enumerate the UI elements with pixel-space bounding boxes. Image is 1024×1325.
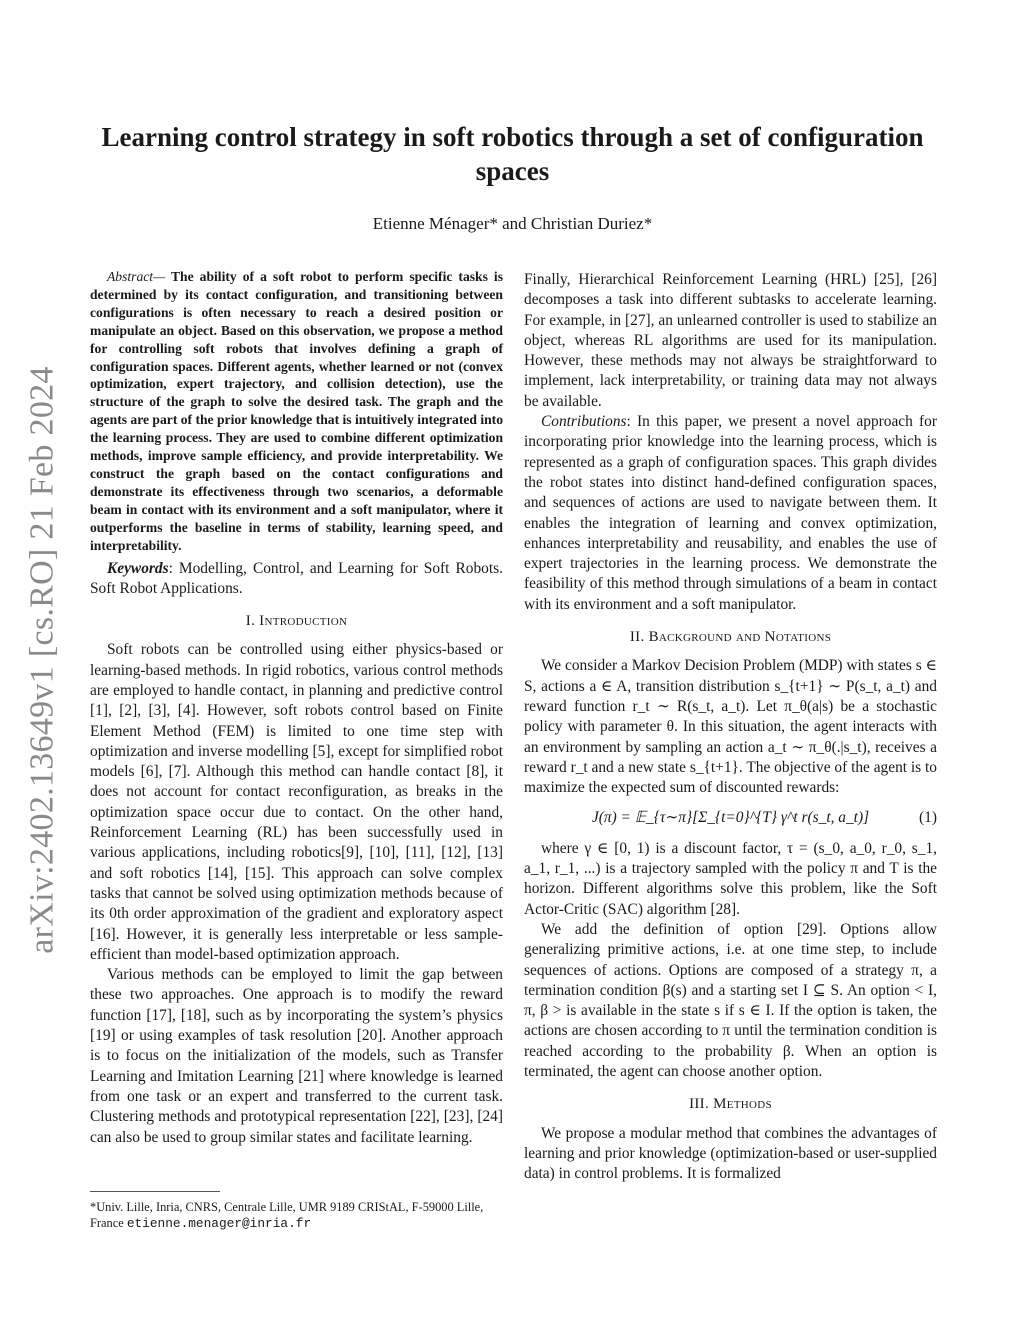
methods-paragraph: We propose a modular method that combines the advantages of learning and prior knowledge (optimization-based or user-supplied data) in control problems. It is formalized	[524, 1124, 937, 1183]
equation-1	[524, 808, 937, 828]
keywords-label: Keywords	[107, 559, 169, 577]
section-heading-methods: III. Methods	[689, 1096, 772, 1113]
footnote-rule	[90, 1191, 220, 1192]
author-line: Etienne Ménager* and Christian Duriez*	[372, 214, 653, 233]
arxiv-side-stamp	[8, 345, 78, 975]
equation-number: (1)	[919, 809, 937, 827]
abstract-text: The ability of a soft robot to perform specific tasks is determined by its contact configuration, and transitioning between configurations is often necessary to reach a desired position or manipulate an object. Based on this observation, we propose a method for controlling soft robots that involves defining a graph of configuration spaces. Different agents, whether learned or not (convex optimization, expert trajectory, and collision detection), use the structure of the graph to solve the desired task. The graph and the agents are part of the prior knowledge that is intuitively integrated into the learning process. They are used to combine different optimization methods, improve sample efficiency, and provide interpretability. We construct the graph based on the contact configurations and demonstrate its effectiveness through two scenarios, a deformable beam in contact with its environment and a soft manipulator, where it outperforms the baseline in terms of stability, learning speed, and interpretability.	[90, 269, 503, 553]
keywords-text: : Modelling, Control, and Learning for Soft Robots. Soft Robot Applications.	[90, 559, 503, 597]
paper-title: Learning control strategy in soft robotics through a set of configuration spaces	[101, 122, 924, 186]
contributions-text: : In this paper, we present a novel approach for incorporating prior knowledge into the learning process, which is represented as a graph of configuration spaces. This graph divides the robot states into distinct hand-defined configuration spaces, and sequences of actions are used to navigate between them. It enables the integration of learning and convex optimization, enhances interpretability and reusability, and enables the use of expert trajectories in the learning process. We demonstrate the feasibility of this method through simulations of a beam in contact with its environment and a soft manipulator.	[524, 413, 937, 613]
contributions-paragraph	[524, 412, 937, 615]
arxiv-identifier: arXiv:2402.13649v1 [cs.RO] 21 Feb 2024	[24, 366, 61, 954]
right-column	[524, 270, 937, 1184]
mdp-paragraph: We consider a Markov Decision Problem (MDP) with states s ∈ S, actions a ∈ A, transition distribution s_{t+1} ∼ P(s_t, a_t) and reward function r_t ∼ R(s_t, a_t). Let π_θ(a|s) be a stochastic policy with parameter θ. In this situation, the agent interacts with an environment by sampling an action a_t ∼ π_θ(.|s_t), receives a reward r_t and a new state s_{t+1}. The objective of the agent is to maximize the expected sum of discounted rewards:	[524, 657, 937, 797]
contributions-label: Contributions	[541, 413, 627, 431]
intro-paragraph-1: Soft robots can be controlled using either physics-based or learning-based methods. In rigid robotics, various control methods are employed to handle contact, in planning and predictive control [1], [2], [3], [4]. However, soft robots control based on Finite Element Method (FEM) is limited to one time step with optimization and inverse modelling [5], except for simplified robot models [6], [7]. Although this method can handle contact [8], it does not account for contact reconfiguration, as breaks in the optimization space occur due to contact. On the other hand, Reinforcement Learning (RL) has been successfully used in various applications, including robotics[9], [10], [11], [12], [13] and soft robotics [14], [15]. This approach can solve complex tasks that cannot be solved using optimization methods because of its 0th order approximation of the gradient and exploratory aspect [16]. However, it is generally less interpretable or less sample-efficient than model-based optimization approach.	[90, 641, 503, 963]
intro-paragraph-2: Various methods can be employed to limit the gap between these two approaches. One approach is to modify the reward function [17], [18], such as by incorporating the system’s physics [19] or using examples of task resolution [20]. Another approach is to focus on the initialization of the models, such as Transfer Learning and Imitation Learning [21] where knowledge is learned from one task or an expert and transferred to the current task. Clustering methods and prototypical representation [22], [23], [24] can also be used to group similar states and facilitate learning.	[90, 966, 503, 1146]
where-paragraph: where γ ∈ [0, 1) is a discount factor, τ = (s_0, a_0, r_0, s_1, a_1, r_1, ...) is a trajectory sampled with the policy π and T is the horizon. Different algorithms solve this problem, like the Soft Actor-Critic (SAC) algorithm [28].	[524, 839, 937, 918]
abstract-label: Abstract—	[107, 269, 166, 284]
hrl-paragraph: Finally, Hierarchical Reinforcement Learning (HRL) [25], [26] decomposes a task into different subtasks to accelerate learning. For example, in [27], an unlearned controller is used to stabilize an object, whereas RL algorithms are used for its manipulation. However, these methods may not always be straightforward to implement, lack interpretability, or training data may not always be available.	[524, 271, 937, 410]
equation-body: J(π) = 𝔼_{τ∼π}[Σ_{t=0}^{T} γ^t r(s_t, a_t)]	[591, 809, 870, 827]
section-heading-background: II. Background and Notations	[629, 629, 832, 646]
option-paragraph: We add the definition of option [29]. Options allow generalizing primitive actions, i.e. at one time step, to include sequences of actions. Options are composed of a strategy π, a termination condition β(s) and a starting set I ⊆ S. An option < I, π, β > is available in the state s if s ∈ I. If the option is taken, the actions are chosen according to π until the termination condition is reached according to the probability β. When an option is terminated, the agent can choose another option.	[524, 920, 937, 1080]
abstract	[90, 268, 503, 555]
section-heading-introduction: I. Introduction	[245, 613, 348, 630]
footnote	[90, 1200, 503, 1231]
footnote-email: etienne.menager@inria.fr	[126, 1215, 312, 1231]
footnote-affiliation: *Univ. Lille, Inria, CNRS, Centrale Lille, UMR 9189 CRIStAL, F-59000 Lille, France	[90, 1200, 484, 1230]
keywords	[90, 559, 503, 600]
left-column	[90, 268, 503, 1148]
